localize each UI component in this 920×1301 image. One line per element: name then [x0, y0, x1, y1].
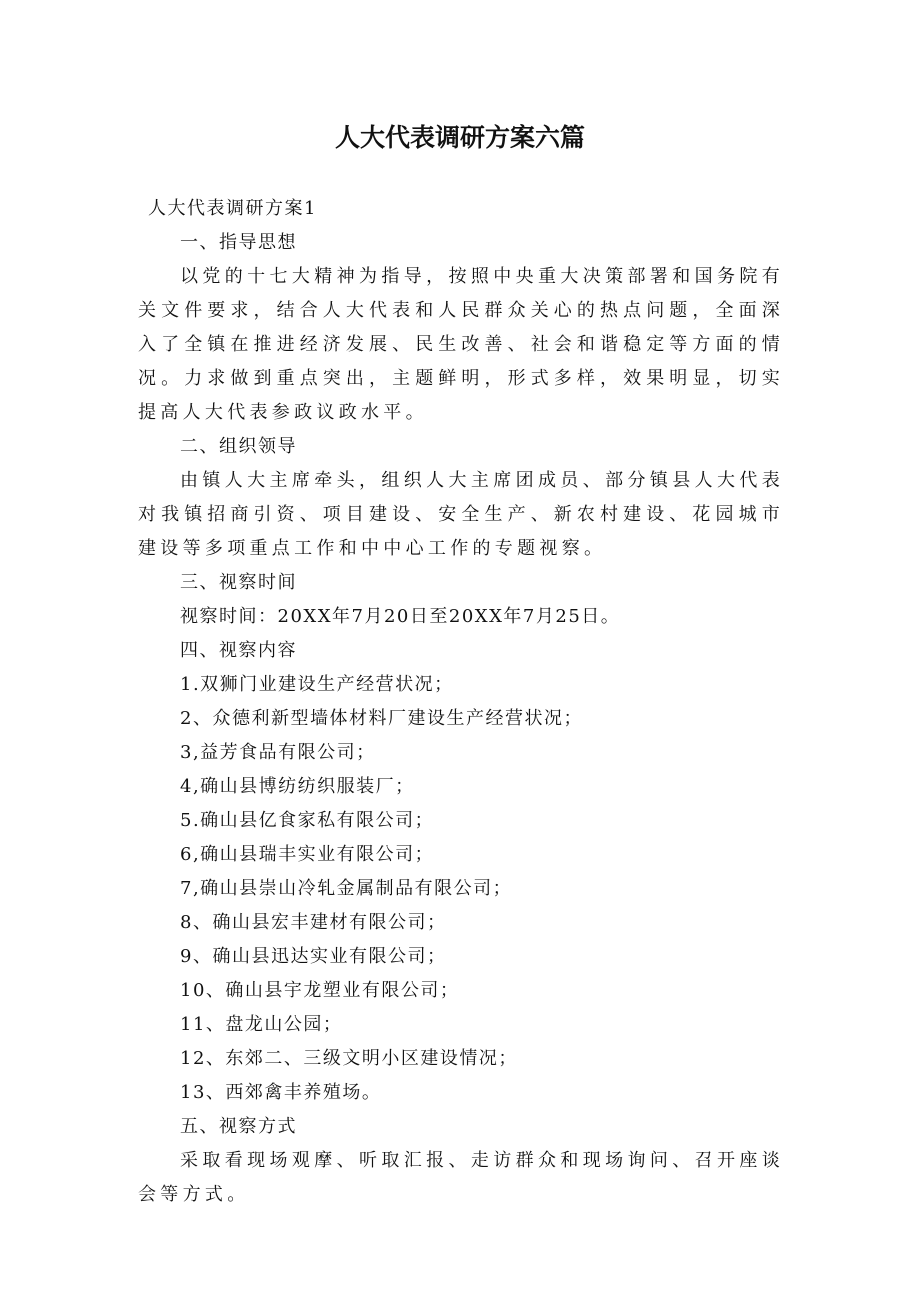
list-item: 13、西郊禽丰养殖场。: [180, 1082, 382, 1103]
heading-inspection-method: 五、视察方式: [180, 1116, 297, 1137]
list-item: 1.双狮门业建设生产经营状况；: [180, 674, 454, 695]
list-item: 3,益芳食品有限公司；: [180, 742, 376, 763]
list-item: 4,确山县博纺纺织服装厂；: [180, 776, 415, 797]
list-item: 12、东郊二、三级文明小区建设情况；: [180, 1048, 518, 1069]
list-item: 6,确山县瑞丰实业有限公司；: [180, 844, 435, 865]
heading-organization: 二、组织领导: [180, 436, 297, 457]
list-item: 2、众德利新型墙体材料厂建设生产经营状况；: [180, 708, 583, 729]
section-title: 人大代表调研方案1: [148, 198, 317, 219]
paragraph-guiding-ideology: 以党的十七大精神为指导，按照中央重大决策部署和国务院有关文件要求，结合人大代表和人民群众关心的热点问题，全面深入了全镇在推进经济发展、民生改善、社会和谐稳定等方面的情况。力求做到重点突出，主题鲜明，形式多样，效果明显，切实提高人大代表参政议政水平。: [138, 266, 784, 423]
list-item: 7,确山县崇山冷轧金属制品有限公司；: [180, 878, 513, 899]
heading-inspection-time: 三、视察时间: [180, 572, 297, 593]
paragraph-inspection-method: 采取看现场观摩、听取汇报、走访群众和现场询问、召开座谈会等方式。: [138, 1150, 784, 1205]
heading-inspection-content: 四、视察内容: [180, 640, 297, 661]
list-item: 9、确山县迅达实业有限公司；: [180, 946, 447, 967]
list-item: 8、确山县宏丰建材有限公司；: [180, 912, 447, 933]
document-title: 人大代表调研方案六篇: [334, 123, 585, 152]
list-item: 5.确山县亿食家私有限公司；: [180, 810, 435, 831]
list-item: 11、盘龙山公园；: [180, 1014, 343, 1035]
list-item: 10、确山县宇龙塑业有限公司；: [180, 980, 460, 1001]
paragraph-inspection-time: 视察时间：20XX年7月20日至20XX年7月25日。: [180, 606, 621, 627]
heading-guiding-ideology: 一、指导思想: [180, 232, 297, 253]
document-body: [138, 192, 784, 1212]
paragraph-organization: 由镇人大主席牵头，组织人大主席团成员、部分镇县人大代表对我镇招商引资、项目建设、安全生产、新农村建设、花园城市建设等多项重点工作和中中心工作的专题视察。: [138, 470, 784, 559]
